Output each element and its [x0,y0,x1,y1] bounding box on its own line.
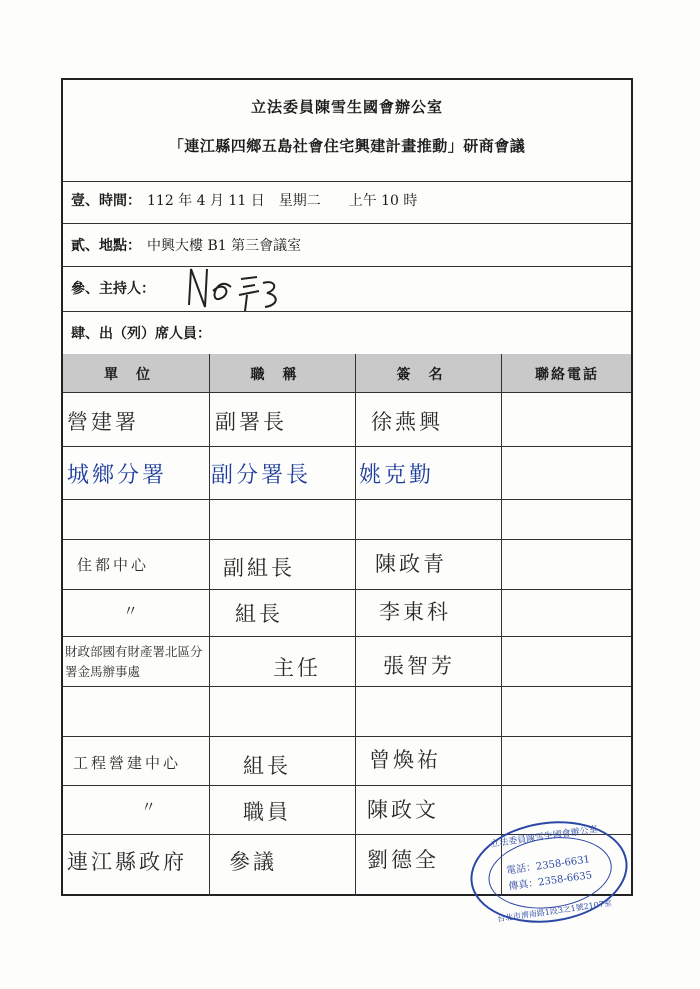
row-9-title: 職員 [243,800,291,824]
row-4-sign: 陳政青 [375,552,447,576]
row-5-title: 組長 [235,602,283,626]
place-value: 中興大樓 B1 第三會議室 [147,238,302,254]
row-2-unit: 城鄉分署 [67,463,168,488]
seal-address: 台北市濟南路1段3之1號2107室 [496,898,613,924]
row-line [63,736,631,737]
time-label: 壹、時間： [71,193,141,209]
row-line [63,785,631,786]
row-2-title: 副分署長 [211,463,312,488]
divider [63,392,631,393]
divider [63,266,631,267]
row-6-unit: 財政部國有財產署北區分署金馬辦事處 [65,644,203,679]
row-1-unit: 營建署 [67,410,139,434]
row-1-title: 副署長 [215,410,287,434]
row-8-unit: 工程營建中心 [73,754,182,772]
row-10-title: 參議 [229,850,277,874]
place-label: 貳、地點： [71,238,141,254]
divider [63,181,631,182]
divider [63,223,631,224]
col-title-header: 職稱 [250,367,315,383]
host-field [71,278,155,298]
col-unit-header: 單位 [104,367,168,383]
row-10-sign: 劉德全 [367,848,439,872]
row-9-unit: 〃 [141,798,160,816]
host-label: 參、主持人： [71,281,155,297]
seal-tel: 電話：2358-6631 [505,854,591,877]
seal-fax: 傳真：2358-6635 [507,870,593,893]
row-line [63,589,631,590]
row-6-sign: 張智芳 [383,654,455,678]
divider [63,311,631,312]
col-sign-header: 簽名 [396,367,461,383]
row-line [63,686,631,687]
row-9-sign: 陳政文 [367,798,439,822]
column-divider [209,354,210,896]
attendees-label: 肆、出（列）席人員： [71,326,211,342]
row-8-sign: 曾煥祐 [369,748,441,772]
attendees-field [71,323,211,343]
column-divider [501,354,502,896]
row-line [63,499,631,500]
row-10-unit: 連江縣政府 [67,850,187,874]
host-signature [183,261,323,321]
office-title: 立法委員陳雪生國會辦公室 [250,98,443,116]
attendance-sheet [61,78,633,896]
row-5-unit: 〃 [123,602,142,620]
row-2-sign: 姚克勤 [359,463,435,488]
time-field [71,190,417,210]
row-8-title: 組長 [243,754,291,778]
row-6-title: 主任 [273,656,321,680]
row-line [63,446,631,447]
column-divider [355,354,356,896]
time-value: 112 年 4 月 11 日 星期二 上午 10 時 [147,193,418,209]
place-field [71,235,301,255]
row-5-sign: 李東科 [379,600,451,624]
col-phone-header: 聯絡電話 [535,367,599,383]
row-1-sign: 徐燕興 [371,410,443,434]
seal-name: 立法委員陳雪生國會辦公室 [489,824,599,850]
meeting-title: 「連江縣四鄉五島社會住宅興建計畫推動」研商會議 [168,137,526,155]
row-4-unit: 住都中心 [77,556,150,574]
row-line [63,539,631,540]
row-line [63,636,631,637]
row-4-title: 副組長 [223,556,295,580]
